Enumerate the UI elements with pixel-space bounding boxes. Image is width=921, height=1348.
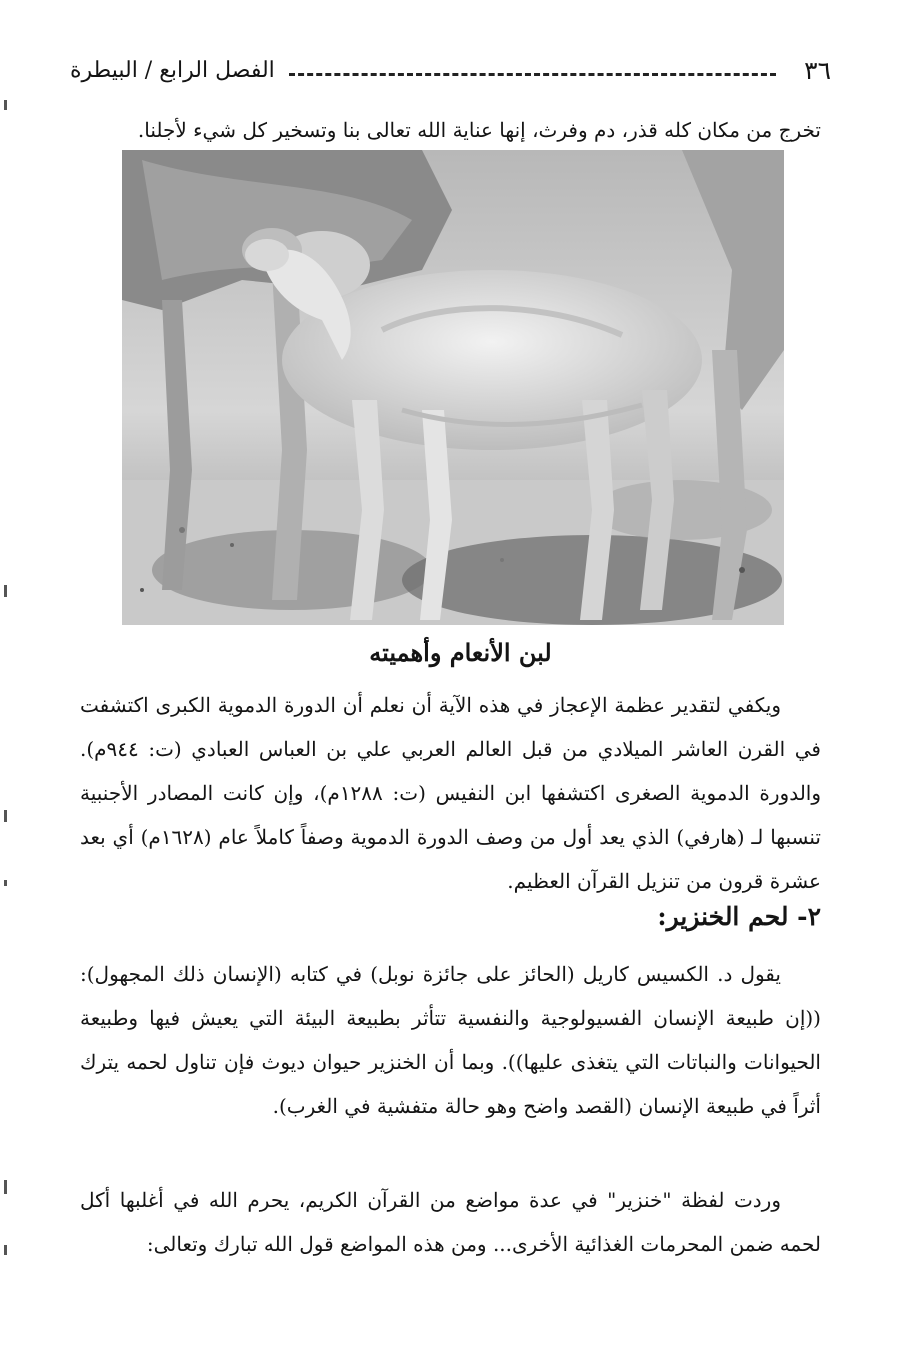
running-title: الفصل الرابع / البيطرة [70, 57, 275, 83]
scan-margin-mark [4, 810, 7, 822]
paragraph-2: يقول د. الكسيس كاريل (الحائز على جائزة نوبل) في كتابه (الإنسان ذلك المجهول): ((إن طبيعة الإنسان الفسيولوجية والنفسية تتأثر بطبيعة البيئة التي يعيش فيها وطبيعة الحيوانات والنباتات التي يتغذى عليها)). وبما أن الخنزير حيوان ديوث فإن تناول لحمه يترك أثراً في طبيعة الإنسان (القصد واضح وهو حالة متفشية في الغرب). [80, 962, 821, 1118]
scan-margin-mark [4, 1245, 7, 1255]
top-text-line: تخرج من مكان كله قذر، دم وفرث، إنها عناية الله تعالى بنا وتسخير كل شيء لأجلنا. [137, 118, 821, 142]
page-header [70, 52, 831, 88]
page-number: ٣٦ [804, 55, 831, 85]
scan-margin-mark [4, 100, 7, 110]
photo-caption: لبن الأنعام وأهميته [369, 638, 552, 667]
scan-margin-mark [4, 585, 7, 597]
header-dashed-rule [289, 73, 776, 76]
paragraph-3: وردت لفظة "خنزير" في عدة مواضع من القرآن الكريم، يحرم الله في أغلبها أكل لحمه ضمن المحرمات الغذائية الأخرى... ومن هذه المواضع قول الله تبارك وتعالى: [80, 1188, 821, 1256]
paragraph-1: ويكفي لتقدير عظمة الإعجاز في هذه الآية أن نعلم أن الدورة الدموية الكبرى اكتشفت في القرن العاشر الميلادي من قبل العالم العربي علي بن العباس العبادي (ت: ٩٤٤م). والدورة الدموية الصغرى اكتشفها ابن النفيس (ت: ١٢٨٨م)، وإن كانت المصادر الأجنبية تنسبها لـ (هارفي) الذي يعد أول من وصف الدورة الدموية وصفاً كاملاً عام (١٦٢٨م) أي بعد عشرة قرون من تنزيل القرآن العظيم. [80, 693, 822, 893]
scan-margin-mark [4, 880, 7, 886]
scan-margin-mark [4, 1180, 7, 1194]
camel-milk-photo [122, 150, 784, 625]
section-heading: ٢- لحم الخنزير: [657, 902, 821, 931]
